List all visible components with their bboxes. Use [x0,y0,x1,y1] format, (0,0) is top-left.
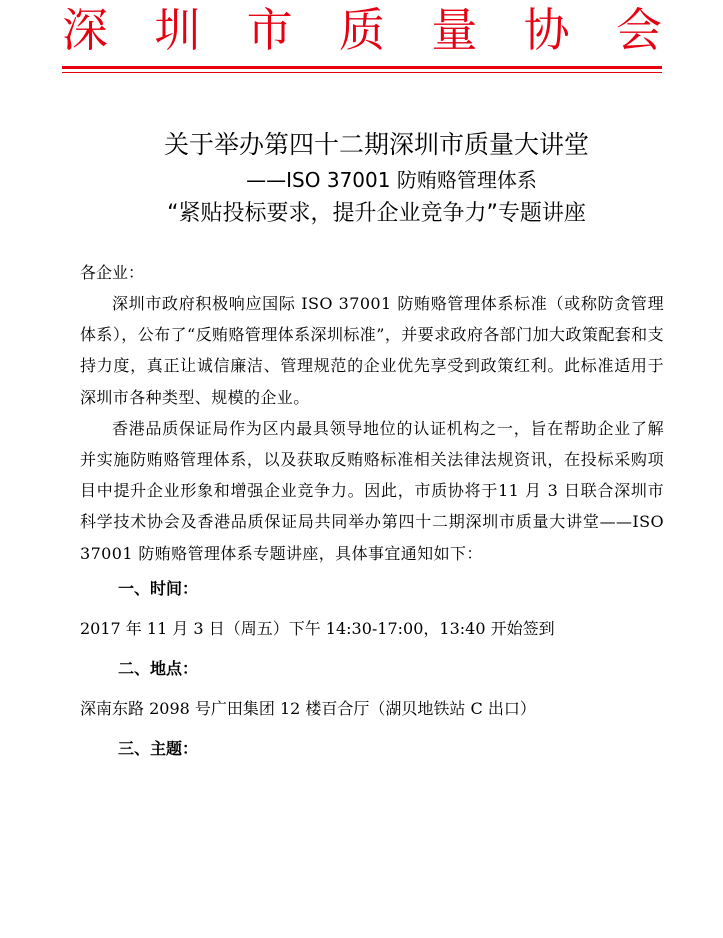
org-name-char: 会 [615,3,662,57]
org-name-char: 市 [246,3,293,57]
org-name-char: 圳 [154,3,201,57]
document-body [80,258,664,769]
salutation: 各企业： [80,263,145,282]
letterhead-rule-thick [62,66,662,69]
org-name-char: 深 [62,3,108,57]
title-subtitle: ——ISO 37001 防贿赂管理体系 [246,168,537,192]
org-name-char: 质 [338,3,385,57]
section-heading-location: 二、地点： [118,658,199,678]
document-title [0,126,723,232]
organization-name [62,2,662,58]
title-topic: “紧贴投标要求，提升企业竞争力”专题讲座 [167,201,586,226]
paragraph: 深圳市政府积极响应国际 ISO 37001 防贿赂管理体系标准（或称防贪管理体系），公布了“反贿赂管理体系深圳标准”，并要求政府各部门加大政策配套和支持力度，真正让诚信廉洁、管理规范的企业优先享受到政策红利。此标准适用于深圳市各种类型、规模的企业。 [80,294,664,407]
letterhead [0,0,723,78]
org-name-char: 协 [523,3,570,57]
section-heading-time: 一、时间： [118,578,199,598]
section-text-time: 2017 年 11 月 3 日（周五）下午 14:30-17:00，13:40 开始签到 [80,618,555,638]
paragraph: 香港品质保证局作为区内最具领导地位的认证机构之一，旨在帮助企业了解并实施防贿赂管理体系，以及获取反贿赂标准相关法律法规资讯，在投标采购项目中提升企业形象和增强企业竞争力。因此，市质协将于11 月 3 日联合深圳市科学技术协会及香港品质保证局共同举办第四十二期深圳市质量大讲堂——ISO 37001 防贿赂管理体系专题讲座，具体事宜通知如下： [80,418,664,563]
title-main: 关于举办第四十二期深圳市质量大讲堂 [163,130,589,159]
org-name-char: 量 [431,3,478,57]
section-heading-topic: 三、主题： [118,738,199,758]
section-text-location: 深南东路 2098 号广田集团 12 楼百合厅（湖贝地铁站 C 出口） [80,698,536,718]
letterhead-rule-thin [62,72,662,73]
